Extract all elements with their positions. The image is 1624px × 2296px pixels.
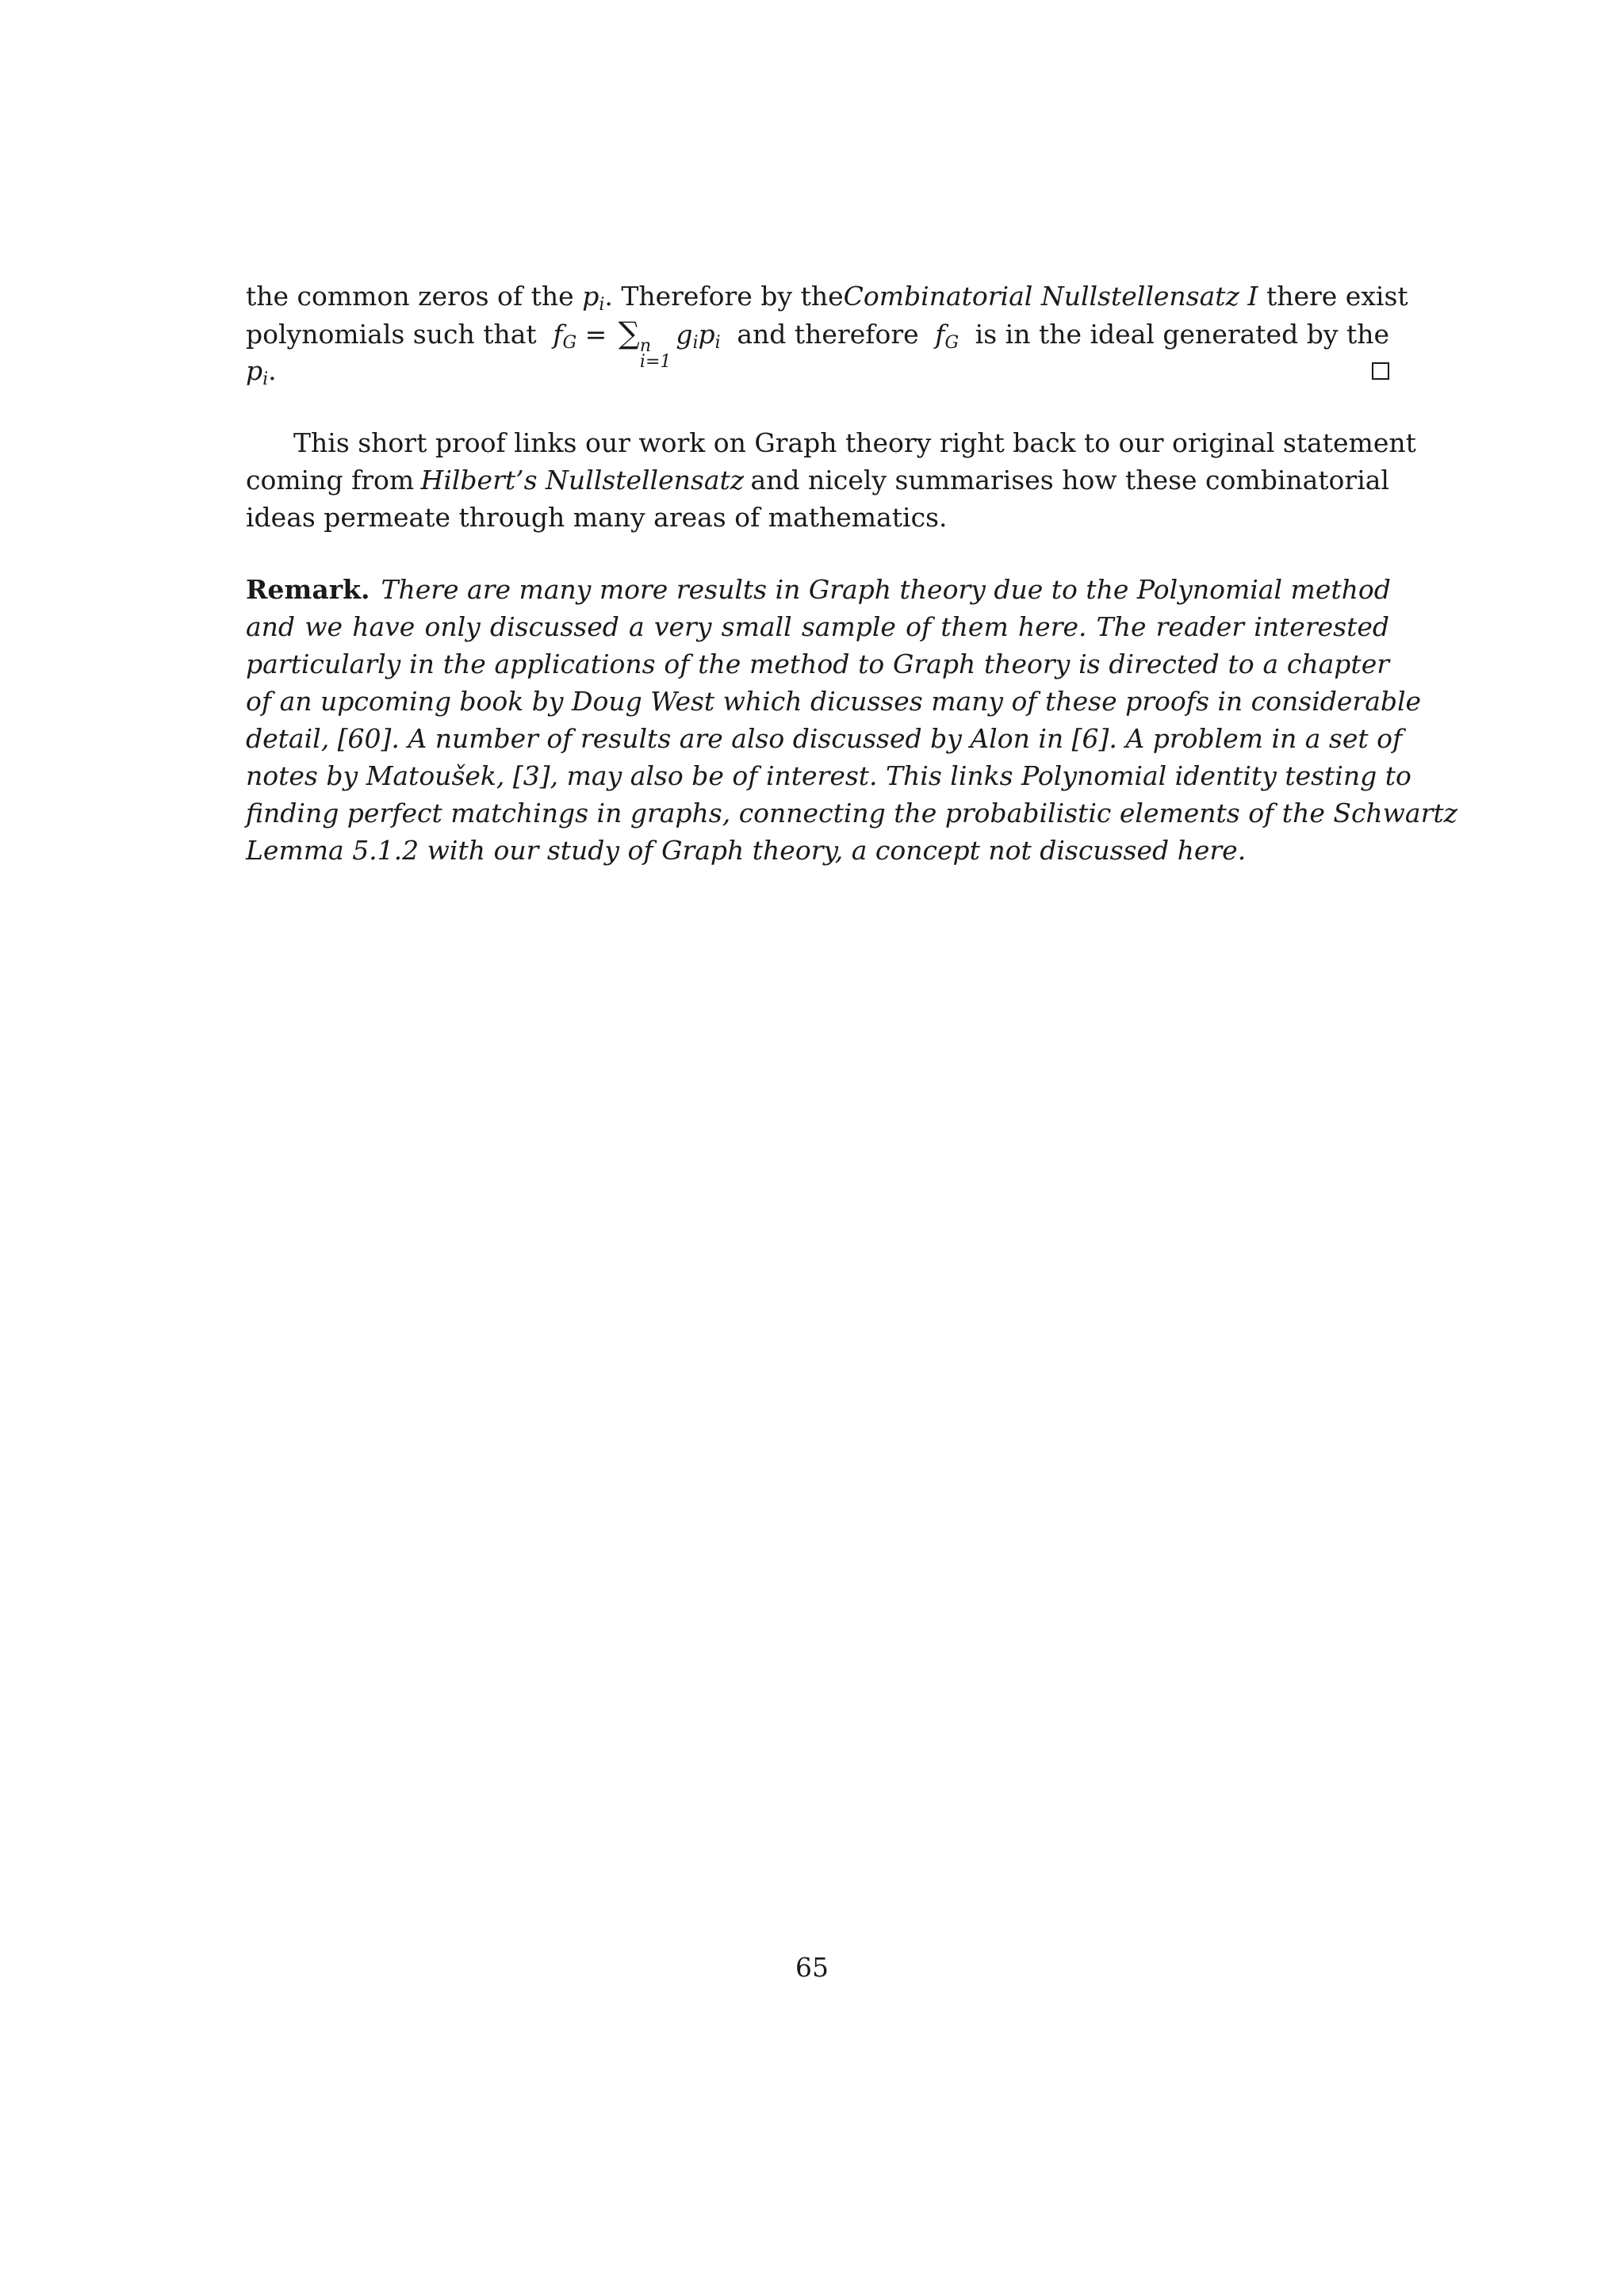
paragraph-line-3: ideas permeate through many areas of mathematics. (246, 502, 948, 533)
text-span: the common zeros of the (246, 281, 574, 312)
remark-line-1: Remark. There are many more results in Graph theory due to the Polynomial method (246, 571, 1389, 608)
text-span: there exist (1266, 281, 1408, 312)
page-body (246, 277, 1458, 869)
remark-line-2: and we have only discussed a very small sample of them here. The reader interested (246, 611, 1389, 642)
remark-line-7: finding perfect matchings in graphs, connecting the probabilistic elements of the Schwartz (246, 798, 1458, 828)
math-p-i: $p_i$ (246, 355, 269, 389)
equals-sign: = (584, 319, 607, 350)
page-number: 65 (795, 1952, 829, 1983)
proof-line-1 (246, 277, 1408, 315)
paragraph-line-1: This short proof links our work on Graph theory right back to our original statement (293, 427, 1416, 458)
summation-symbol: ∑ (618, 316, 640, 350)
remark-line-5: detail, [60]. A number of results are also discussed by Alon in [6]. A problem in a set of (246, 723, 1403, 754)
remark-line-4: of an upcoming book by Doug West which dicusses many of these proofs in considerable (246, 686, 1422, 717)
remark-line-3: particularly in the applications of the method to Graph theory is directed to a chapter (246, 649, 1389, 679)
proof-line-3: $p_i$. (246, 352, 1389, 389)
text-span: polynomials such that (246, 319, 537, 350)
math-f-G: $f_G$ (935, 319, 959, 353)
remark-line-8: Lemma 5.1.2 with our study of Graph theory, a concept not discussed here. (246, 835, 1247, 866)
text-span: . Therefore by the (604, 281, 844, 312)
paragraph-line-2: coming from Hilbert’s Nullstellensatz and nicely summarises how these combinatorial (246, 461, 1389, 499)
qed-square-icon (1372, 362, 1389, 380)
hilbert-nullstellensatz: Hilbert’s Nullstellensatz (420, 465, 745, 496)
text-span: is in the ideal generated by the (975, 319, 1389, 350)
theorem-name: Combinatorial Nullstellensatz I (843, 281, 1258, 312)
remark-line-6: notes by Matoušek, [3], may also be of interest. This links Polynomial identity testing to (246, 760, 1411, 791)
math-p-i: $p_i$ (582, 281, 605, 315)
text-span: and therefore (737, 319, 919, 350)
summation-limits: n i=1 (639, 336, 672, 372)
proof-line-2 (246, 315, 1389, 372)
math-expression: $f_G$ = ∑ n i=1 $g_ip_i$ (553, 316, 721, 372)
remark-label: Remark. (246, 574, 370, 605)
